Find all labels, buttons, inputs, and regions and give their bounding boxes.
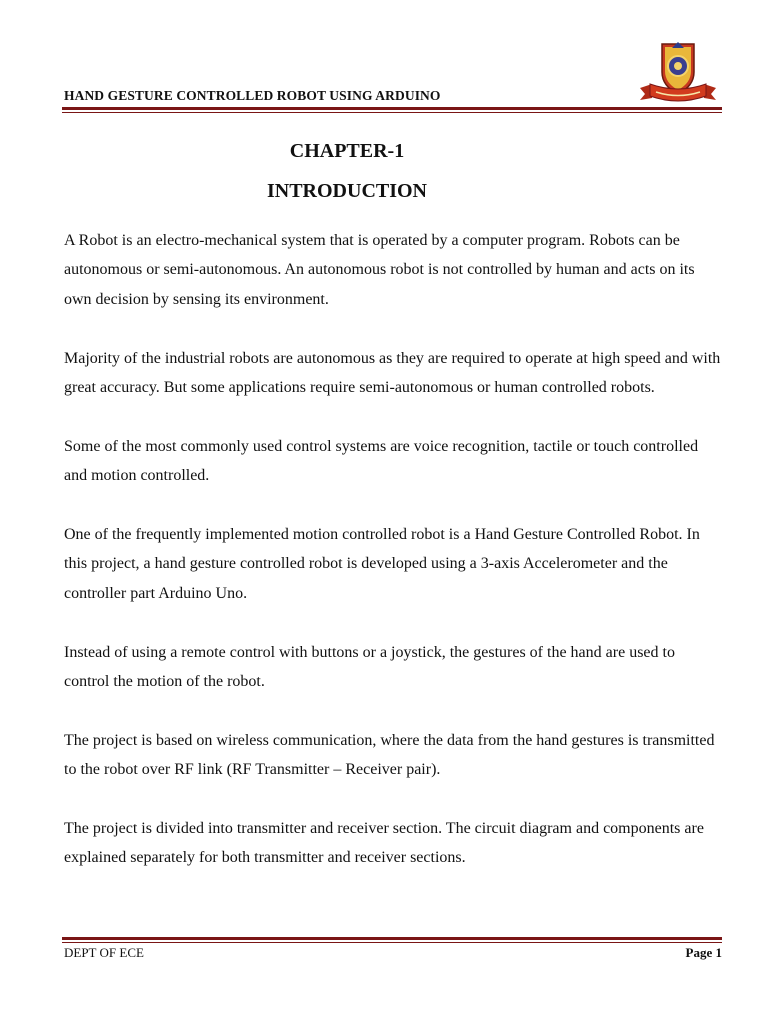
- paragraph: Some of the most commonly used control systems are voice recognition, tactile or touch controlled and motion controlled.: [64, 437, 699, 485]
- paragraph: Majority of the industrial robots are autonomous as they are required to operate at high speed and with great accuracy. But some applications require semi-autonomous or human controlled robots.: [64, 349, 721, 397]
- chapter-title: INTRODUCTION: [266, 180, 428, 202]
- footer-rule-thin: [62, 942, 722, 943]
- footer-department: DEPT OF ECE: [64, 945, 144, 960]
- paragraph: Instead of using a remote control with buttons or a joystick, the gestures of the hand are used to control the motion of the robot.: [64, 643, 675, 691]
- paragraph: The project is based on wireless communication, where the data from the hand gestures is transmitted to the robot over RF link (RF Transmitter – Receiver pair).: [64, 731, 715, 779]
- body-text: [64, 226, 724, 902]
- page-number: Page 1: [685, 945, 722, 960]
- chapter-number: CHAPTER-1: [289, 140, 405, 162]
- header-rule: [62, 107, 722, 110]
- paragraph: A Robot is an electro-mechanical system that is operated by a computer program. Robots can be autonomous or semi-autonomous. An autonomous robot is not controlled by human and acts on its own decision by sensing its environment.: [64, 232, 695, 308]
- college-crest-icon: [632, 38, 724, 106]
- footer-rule: [62, 937, 722, 940]
- header-title: HAND GESTURE CONTROLLED ROBOT USING ARDUINO: [64, 88, 441, 103]
- header-rule-thin: [62, 112, 722, 113]
- paragraph: One of the frequently implemented motion controlled robot is a Hand Gesture Controlled Robot. In this project, a hand gesture controlled robot is developed using a 3-axis Accelerometer and the controller part Arduino Uno.: [64, 526, 700, 602]
- paragraph: The project is divided into transmitter and receiver section. The circuit diagram and components are explained separately for both transmitter and receiver sections.: [64, 820, 704, 867]
